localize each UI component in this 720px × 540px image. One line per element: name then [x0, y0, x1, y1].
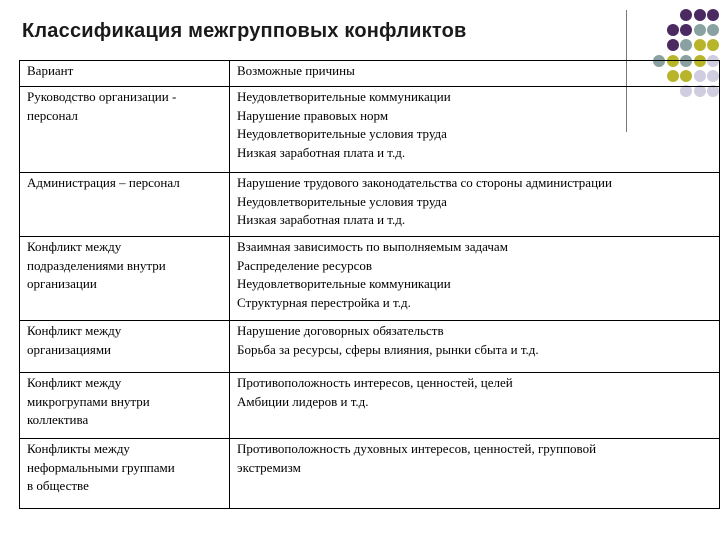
cell-line: Конфликт между [27, 239, 122, 254]
cell-line: Нарушение трудового законодательства со стороны администрации [237, 175, 612, 190]
causes-cell [230, 87, 720, 173]
cell-line: Противоположность духовных интересов, ценностей, групповой [237, 441, 597, 456]
cell-line: Взаимная зависимость по выполняемым задачам [237, 239, 508, 254]
conflict-classification-table [19, 60, 720, 509]
decorative-dot [707, 24, 719, 36]
cell-line: подразделениями внутри [27, 257, 166, 273]
variant-cell [20, 439, 230, 509]
cell-line: Конфликты между [27, 441, 130, 456]
table-row [20, 237, 720, 321]
cell-line: Низкая заработная плата и т.д. [237, 212, 406, 227]
cell-line: Низкая заработная плата и т.д. [237, 144, 406, 160]
causes-cell [230, 373, 720, 439]
table-row [20, 373, 720, 439]
cell-line: Неудовлетворительные условия труда [237, 193, 447, 209]
cell-line: Конфликт между [27, 375, 122, 390]
decorative-dot [667, 39, 679, 51]
decorative-dot [667, 24, 679, 36]
cell-line: Борьба за ресурсы, сферы влияния, рынки сбыта и т.д. [237, 341, 539, 357]
decorative-dot [694, 9, 706, 21]
decorative-dot [707, 9, 719, 21]
decorative-dot [707, 39, 719, 51]
variant-cell [20, 373, 230, 439]
cell-line: Нарушение договорных обязательств [237, 323, 444, 338]
variant-cell [20, 87, 230, 173]
cell-line: неформальными группами [27, 459, 175, 475]
cell-line: в обществе [27, 478, 89, 493]
cell-line: организациями [27, 341, 111, 357]
cell-line: Амбиции лидеров и т.д. [237, 393, 369, 409]
variant-cell [20, 173, 230, 237]
table-row [20, 321, 720, 373]
cell-line: Неудовлетворительные коммуникации [237, 89, 451, 104]
cell-line: Нарушение правовых норм [237, 107, 389, 123]
cell-line: микрогрупами внутри [27, 393, 150, 409]
cell-line: Конфликт между [27, 323, 122, 338]
decorative-dot [694, 39, 706, 51]
cell-line: персонал [27, 107, 78, 123]
cell-line: коллектива [27, 412, 89, 427]
decorative-dot [680, 39, 692, 51]
table-header-row [20, 61, 720, 87]
cell-line: Администрация – персонал [27, 175, 180, 190]
header-causes: Возможные причины [230, 61, 720, 87]
cell-line: Структурная перестройка и т.д. [237, 294, 411, 310]
cell-line: Противоположность интересов, ценностей, целей [237, 375, 513, 390]
table-row [20, 87, 720, 173]
cell-line: Распределение ресурсов [237, 257, 373, 273]
cell-line: экстремизм [237, 459, 301, 475]
causes-cell [230, 237, 720, 321]
header-variant: Вариант [20, 61, 230, 87]
causes-cell [230, 173, 720, 237]
causes-cell [230, 439, 720, 509]
cell-line: организации [27, 276, 97, 291]
table-row [20, 173, 720, 237]
decorative-dot [694, 24, 706, 36]
cell-line: Руководство организации - [27, 89, 177, 104]
variant-cell [20, 237, 230, 321]
cell-line: Неудовлетворительные коммуникации [237, 276, 451, 291]
causes-cell [230, 321, 720, 373]
decorative-dot [680, 9, 692, 21]
table-row [20, 439, 720, 509]
variant-cell [20, 321, 230, 373]
decorative-dot [680, 24, 692, 36]
page-title: Классификация межгрупповых конфликтов [22, 20, 467, 42]
cell-line: Неудовлетворительные условия труда [237, 126, 447, 141]
